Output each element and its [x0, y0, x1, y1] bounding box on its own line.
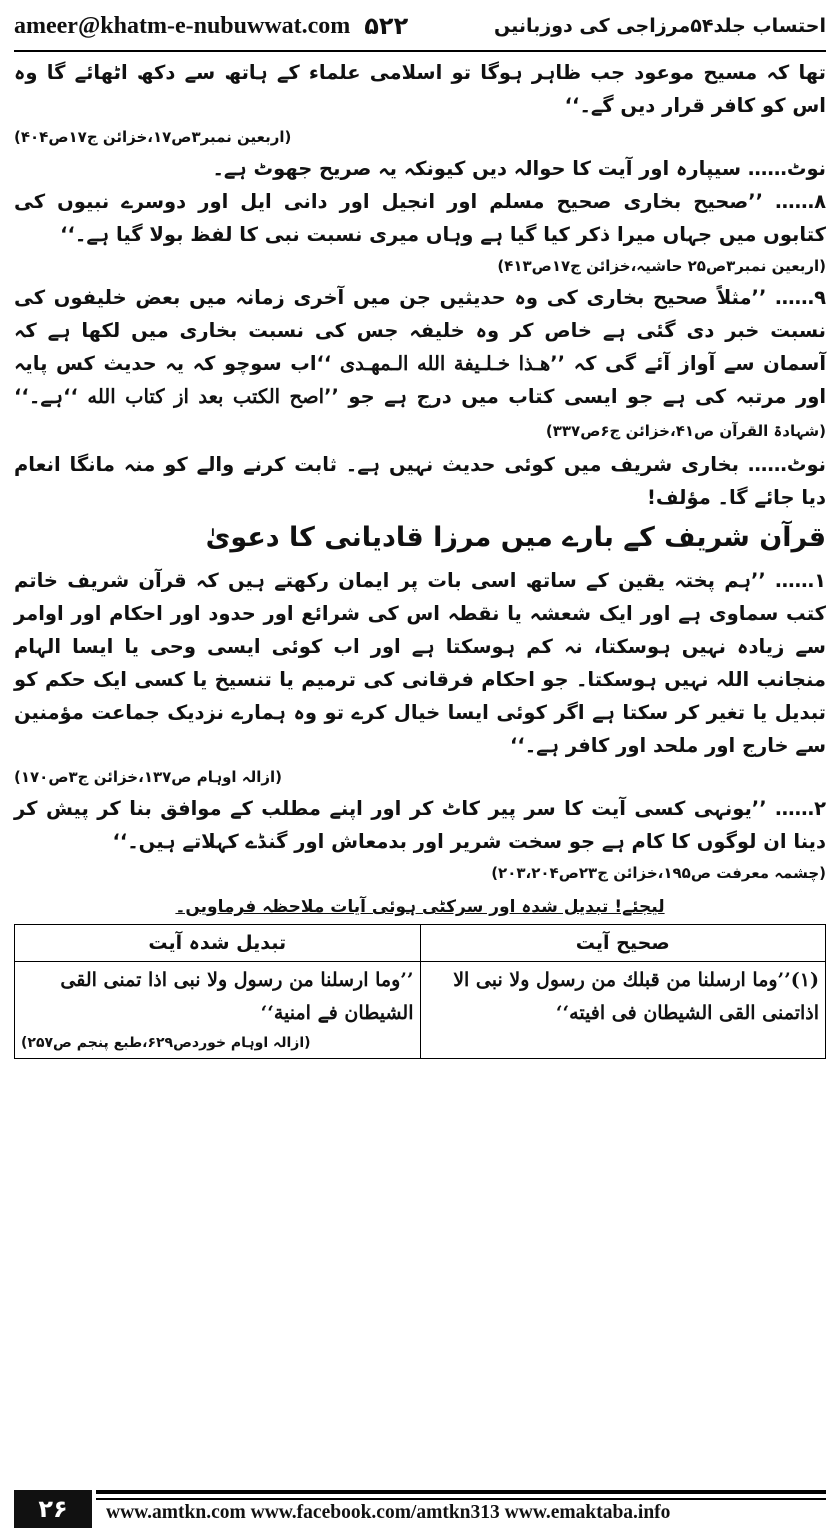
footer-rule — [96, 1490, 826, 1494]
citation: (اربعین نمبر۳ص۲۵ حاشیہ،خزائن ج۱۷ص۴۱۳) — [497, 257, 826, 275]
citation: (اربعین نمبر۳ص۱۷،خزائن ج۱۷ص۴۰۴) — [14, 128, 292, 146]
page-header — [14, 4, 826, 48]
table-header-row — [15, 925, 826, 962]
note-paragraph: نوٹ…… سیپارہ اور آیت کا حوالہ دیں کیونکہ یہ صریح جھوٹ ہے۔ — [212, 157, 826, 180]
arabic-phrase: هـذا خـلـيفة الله الـمهـدى — [339, 352, 551, 375]
citation: (ازالہ اوہام خوردص۶۲۹،طبع پنجم ص۲۵۷) — [21, 1035, 311, 1051]
table-row — [15, 962, 826, 1059]
column-header-correct: صحیح آیت — [420, 925, 826, 962]
quote-paragraph-2: ۲…… ’’یونہی کسی آیت کا سر پیر کاٹ کر اور اپنے مطلب کے موافق بنا کر پیش کر دینا ان لوگوں کا کام ہے جو سخت شریر اور بدمعاش اور گنڈے کہلاتے ہیں۔‘‘ — [14, 797, 826, 853]
header-title: احتساب جلد۵۴مرزاجی کی دوزبانیں — [494, 15, 826, 37]
table-intro: لیجئے! تبدیل شدہ اور سرکٹی ہوئی آیات ملاحظہ فرماویں۔ — [175, 897, 665, 917]
verse-comparison-table — [14, 924, 826, 1059]
header-email[interactable]: ameer@khatm-e-nubuwwat.com — [14, 12, 351, 39]
footer-rule — [96, 1498, 826, 1500]
header-page-number: ۵۲۲ — [364, 12, 409, 40]
paragraph-continuation: تھا کہ مسیح موعود جب ظاہر ہوگا تو اسلامی علماء کے ہاتھ سے دکھ اٹھائے گا وہ اس کو کافر قرار دیں گے۔‘‘ — [14, 61, 826, 117]
quote-paragraph-1: ۱…… ’’ہم پختہ یقین کے ساتھ اسی بات پر ایمان رکھتے ہیں کہ قرآن شریف خاتم کتب سماوی ہے اور ایک شعشہ یا نقطہ اس کی شرائع اور حدود اور احکام اور اوامر سے زیادہ نہیں ہوسکتا، نہ کم ہوسکتا ہے اور اب کوئی ایسی وحی یا ایسا الہام منجانب اللہ نہیں ہوسکتا۔ جو احکام فرقانی کی ترمیم یا تنسیخ یا کسی ایک حکم کو تبدیل یا تغیر کر سکتا ہے اگر کوئی ایسا خیال کرے تو وہ ہمارے نزدیک جماعت مؤمنین سے خارج اور ملحد اور کافر ہے۔‘‘ — [14, 569, 826, 757]
arabic-phrase: اصح الكتب بعد از كتاب الله — [87, 385, 325, 408]
header-rule — [14, 50, 826, 52]
column-header-altered: تبدیل شدہ آیت — [15, 925, 421, 962]
altered-verse-cell: ’’وما ارسلنا من رسول ولا نبى اذا تمنى القى الشيطان فے امنية‘‘ (ازالہ اوہام خوردص۶۲۹،طبع پنجم ص۲۵۷) — [15, 962, 421, 1059]
citation: (چشمہ معرفت ص۱۹۵،خزائن ج۲۳ص۲۰۳،۲۰۴) — [491, 864, 826, 882]
correct-verse-cell: (۱)’’وما ارسلنا من قبلك من رسول ولا نبى الا اذاتمنى القى الشيطان فى افيته‘‘ — [420, 962, 826, 1059]
section-heading: قرآن شریف کے بارے میں مرزا قادیانی کا دعویٰ — [205, 522, 826, 553]
footer-links[interactable]: www.amtkn.com www.facebook.com/amtkn313 www.emaktaba.info — [106, 1502, 671, 1523]
citation: (ازالہ اوہام ص۱۳۷،خزائن ج۳ص۱۷۰) — [14, 768, 282, 786]
footer-page-number: ۲۶ — [14, 1490, 92, 1528]
page-body — [14, 56, 826, 1059]
note-paragraph: نوٹ…… بخاری شریف میں کوئی حدیث نہیں ہے۔ ثابت کرنے والے کو منہ مانگا انعام دیا جائے گا۔ مؤلف! — [14, 453, 826, 509]
quote-paragraph-8: ۸…… ’’صحیح بخاری صحیح مسلم اور انجیل اور دانی ایل اور دوسرے نبیوں کی کتابوں میں جہاں میرا ذکر کیا گیا ہے وہاں میری نسبت نبی کا لفظ بولا گیا ہے۔‘‘ — [14, 190, 826, 246]
page-footer — [14, 1490, 826, 1530]
quote-paragraph-9: ۹…… ’’مثلاً صحیح بخاری کی وہ حدیثیں جن میں آخری زمانہ میں بعض خلیفوں کی نسبت خبر دی گئی ہے خاص کر وہ خلیفہ جس کی نسبت بخاری میں لکھا ہے کہ آسمان سے آواز آئے گی کہ ’’هـذا خـلـيفة الله الـمهـدى ‘‘اب سوچو کہ یہ حدیث کس پایہ اور مرتبہ کی ہے جو ایسی کتاب میں درج ہے جو ’’اصح الكتب بعد از كتاب الله ‘‘ہے۔‘‘ (شہادۃ القرآن ص۴۱،خزائن ج۶ص۳۳۷) — [14, 286, 827, 440]
citation: (شہادۃ القرآن ص۴۱،خزائن ج۶ص۳۳۷) — [545, 422, 826, 440]
